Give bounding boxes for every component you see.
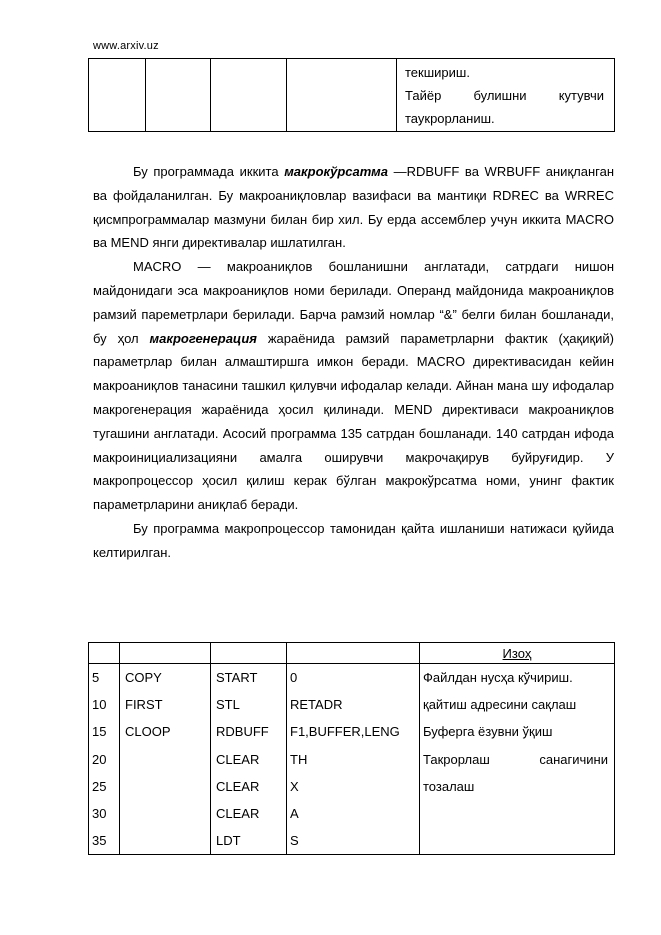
comment-cell: тозалаш xyxy=(423,778,475,794)
comment-cell: Буферга ёзувни ўқиш xyxy=(423,724,553,740)
comment-line-justified: Тайёр булишни кутувчи xyxy=(405,88,604,103)
operand-column xyxy=(287,664,420,855)
label-cell: COPY xyxy=(125,670,162,685)
line-number: 10 xyxy=(92,697,107,713)
opcode-column xyxy=(211,664,287,855)
line-number: 20 xyxy=(92,751,107,767)
paragraph xyxy=(93,517,614,565)
operand-cell: RETADR xyxy=(290,697,343,713)
code-table-header-cell xyxy=(211,643,287,664)
paragraph xyxy=(93,255,614,517)
paragraph-text: MACRO — макроаниқлов бошланишни англатади, сатрдаги нишон майдонидаги эса макроаниқлов номи берилади. Операнд майдонида макроаниқлов рамзий пареметрлари берилади. Барча рамзий номлар “&” белги билан бошланади, бу ҳол xyxy=(93,259,614,346)
comment-cell: Такрорлаш санагичини xyxy=(423,751,608,767)
comment-column xyxy=(420,664,615,855)
label-cell: FIRST xyxy=(125,697,163,713)
operand-cell: 0 xyxy=(290,670,298,685)
comment-line: текшириш. xyxy=(405,65,470,80)
code-table-header-cell xyxy=(120,643,211,664)
paragraph-text: Бу программада иккита xyxy=(133,164,285,179)
top-table-cell xyxy=(89,59,146,132)
operand-cell: S xyxy=(290,833,299,849)
opcode-cell: LDT xyxy=(216,833,241,849)
operand-cell: A xyxy=(290,805,299,821)
comment-line: таукрорланиш. xyxy=(405,111,495,126)
comment-cell: Файлдан нусҳа кўчириш. xyxy=(423,670,573,685)
line-number-column xyxy=(89,664,120,855)
top-table-cell xyxy=(287,59,397,132)
top-table xyxy=(88,58,615,132)
paragraph-text: —RDBUFF ва WRBUFF аниқланган ва фойдаланилган. Бу макроаниқловлар вазифаси ва мантиқи RDREC ва WRREC қисмпрограммалар мазмуни билан бир хил. Бу ерда ассемблер учун иккита MACRO ва MEND янги директивалар ишлатилган. xyxy=(93,164,614,251)
line-number: 5 xyxy=(92,670,100,685)
operand-cell: F1,BUFFER,LENG xyxy=(290,724,400,740)
operand-cell: X xyxy=(290,778,299,794)
line-number: 15 xyxy=(92,724,107,740)
opcode-cell: STL xyxy=(216,697,240,713)
opcode-cell: CLEAR xyxy=(216,751,260,767)
site-url: www.arxiv.uz xyxy=(93,40,159,52)
line-number: 25 xyxy=(92,778,107,794)
line-number: 30 xyxy=(92,805,107,821)
top-table-cell xyxy=(146,59,211,132)
line-number: 35 xyxy=(92,833,107,849)
paragraph-text: Бу программа макропроцессор тамонидан қайта ишланиши натижаси қуйида келтирилган. xyxy=(93,520,614,560)
top-table-comment-cell xyxy=(397,59,615,132)
izoh-header: Изоҳ xyxy=(420,643,615,664)
paragraph xyxy=(93,160,614,255)
opcode-cell: START xyxy=(216,670,258,685)
emphasized-term: макрогенерация xyxy=(149,330,257,346)
code-table-header-cell xyxy=(89,643,120,664)
label-column xyxy=(120,664,211,855)
paragraph-text: жараёнида рамзий параметрларни фактик (ҳақиқий) параметрлар билан алмаштиршга имкон беради. MACRO директивасидан кейин макроаниқлов танасини ташкил қилувчи ифодалар келади. Айнан мана шу ифодалар макрогенерация жараёнида ҳосил қилинади. MEND директиваси макроаниқлов тугашини англатади. Асосий программа 135 сатрдан бошланади. 140 сатрдан ифода макроинициализацияни амалга оширувчи макрочақирув буйруғидир. У макропроцессор ҳосил қилиш керак бўлган макрокўрсатма номи, унинг фактик параметрларини аниқлаб беради. xyxy=(93,330,614,513)
emphasized-term: макрокўрсатма xyxy=(284,164,388,179)
opcode-cell: RDBUFF xyxy=(216,724,269,740)
opcode-cell: CLEAR xyxy=(216,805,260,821)
top-table-cell xyxy=(211,59,287,132)
body-text xyxy=(93,160,614,565)
comment-cell: қайтиш адресини сақлаш xyxy=(423,697,577,713)
opcode-cell: CLEAR xyxy=(216,778,260,794)
operand-cell: TH xyxy=(290,751,308,767)
code-table xyxy=(88,642,615,855)
label-cell: CLOOP xyxy=(125,724,171,740)
code-table-header-cell xyxy=(287,643,420,664)
